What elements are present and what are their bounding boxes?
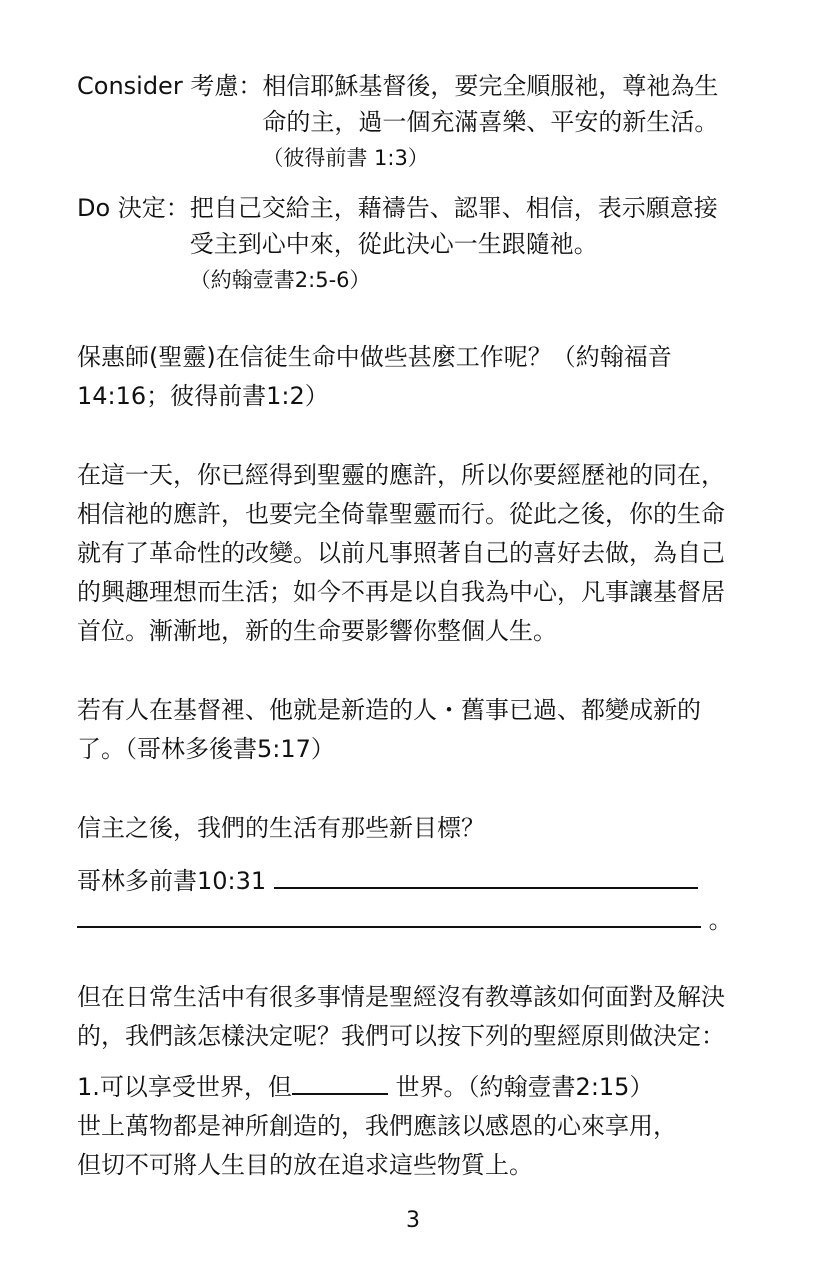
decide-label: Do 決定： <box>77 194 190 222</box>
answer-blank-2[interactable] <box>77 925 701 928</box>
spirit-question <box>77 338 767 416</box>
promise-line-1: 在這一天，你已經得到聖靈的應許，所以你要經歷祂的同在， <box>77 461 725 489</box>
consider-block <box>77 68 767 176</box>
promise-line-4: 的興趣理想而生活；如今不再是以自我為中心，凡事讓基督居 <box>77 578 725 606</box>
verse-line-2: 了。（哥林多後書5:17） <box>77 735 335 763</box>
corinthians-fill-in <box>77 862 767 940</box>
spirit-question-line-1: 保惠師(聖靈)在信徒生命中做些甚麼工作呢？（約翰福音 <box>77 343 672 371</box>
spirit-question-line-2: 14:16；彼得前書1:2） <box>77 382 329 410</box>
answer-blank-1[interactable] <box>274 886 698 889</box>
consider-reference: （彼得前書 1:3） <box>262 146 429 170</box>
consider-label: Consider 考慮： <box>77 72 263 100</box>
decision-paragraph <box>77 978 767 1056</box>
consider-line-1: 相信耶穌基督後，要完全順服祂，尊祂為生 <box>262 72 719 100</box>
principle-1-line-2: 世上萬物都是神所創造的，我們應該以感恩的心來享用， <box>77 1112 677 1140</box>
principle-1-line-3: 但切不可將人生目的放在追求這些物質上。 <box>77 1151 533 1179</box>
decide-line-2: 受主到心中來，從此決心一生跟隨祂。 <box>189 230 598 258</box>
corinthians-reference: 哥林多前書10:31 <box>77 867 267 895</box>
decide-reference: （約翰壹書2:5-6） <box>189 268 371 292</box>
page-number: 3 <box>406 1208 420 1233</box>
principle-1-blank[interactable] <box>292 1092 388 1095</box>
page-content <box>77 68 767 1185</box>
corinthians-end-mark: 。 <box>708 906 733 934</box>
principle-1-suffix: 世界。（約翰壹書2:15） <box>395 1073 654 1101</box>
goals-question: 信主之後，我們的生活有那些新目標？ <box>77 814 485 842</box>
principle-1-prefix: 1.可以享受世界，但 <box>77 1073 292 1101</box>
consider-line-2: 命的主，過一個充滿喜樂、平安的新生活。 <box>262 108 719 136</box>
new-creation-verse <box>77 691 767 769</box>
promise-line-2: 相信祂的應許，也要完全倚靠聖靈而行。從此之後，你的生命 <box>77 500 725 528</box>
promise-line-3: 就有了革命性的改變。以前凡事照著自己的喜好去做，為自己 <box>77 539 725 567</box>
promise-line-5: 首位。漸漸地，新的生命要影響你整個人生。 <box>77 617 557 645</box>
decide-line-1: 把自己交給主，藉禱告、認罪、相信，表示願意接 <box>189 194 718 222</box>
decision-line-1: 但在日常生活中有很多事情是聖經沒有教導該如何面對及解決 <box>77 983 725 1011</box>
decision-line-2: 的，我們該怎樣決定呢？我們可以按下列的聖經原則做決定： <box>77 1022 725 1050</box>
principle-1 <box>77 1068 767 1185</box>
promise-paragraph <box>77 456 767 651</box>
verse-line-1: 若有人在基督裡、他就是新造的人・舊事已過、都變成新的 <box>77 696 701 724</box>
decide-block <box>77 190 767 298</box>
